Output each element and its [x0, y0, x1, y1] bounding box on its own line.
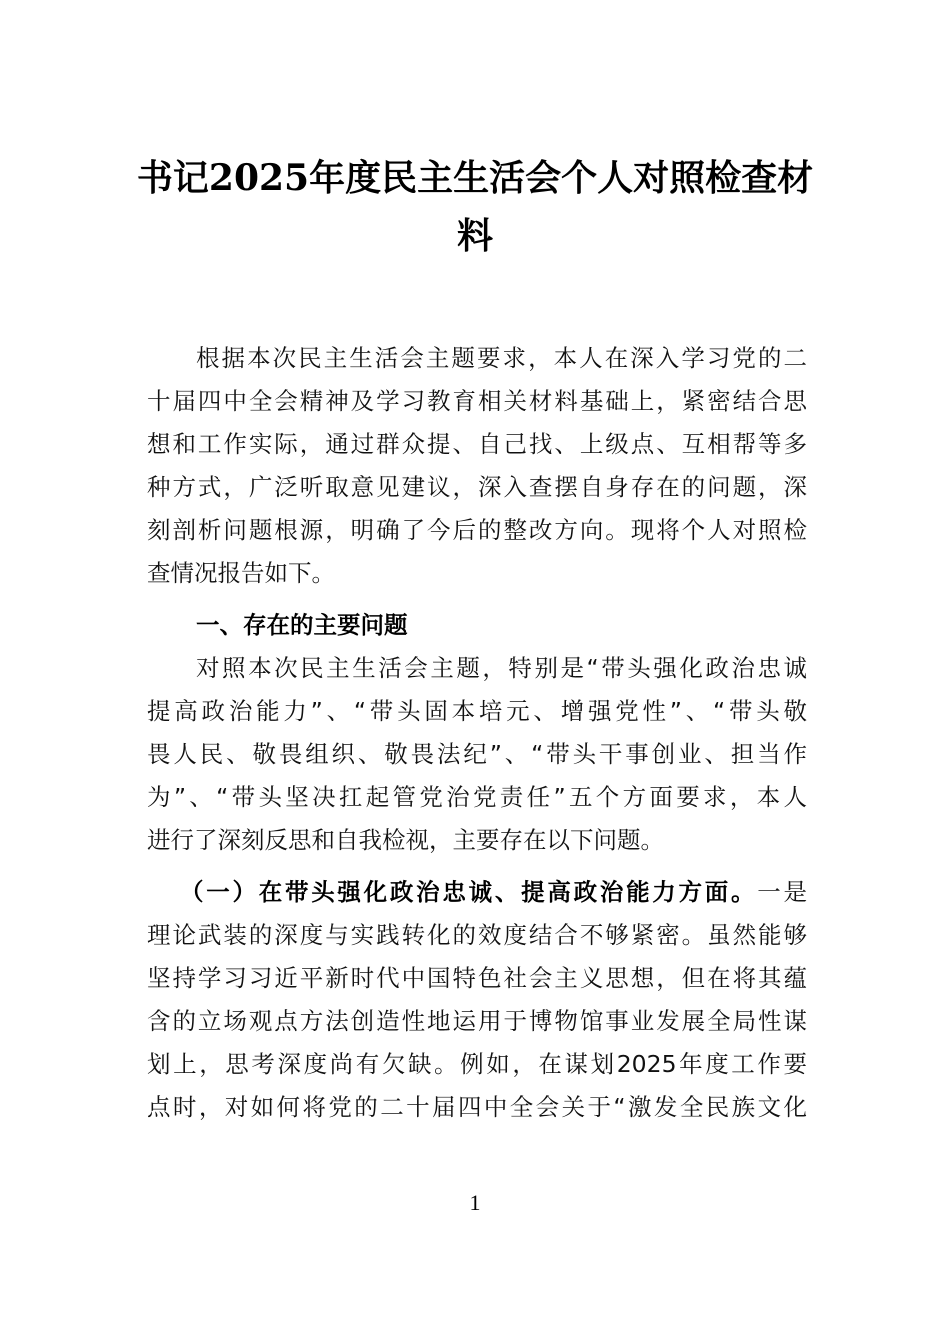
text-line: 进行了深刻反思和自我检视，主要存在以下问题。: [147, 826, 664, 854]
text-line: 根据本次民主生活会主题要求，本人在深入学习党的二: [196, 344, 807, 372]
text-line: 理论武装的深度与实践转化的效度结合不够紧密。虽然能够: [147, 921, 807, 949]
text-line: 划上，思考深度尚有欠缺。例如，在谋划2025年度工作要: [147, 1050, 807, 1078]
document-title-line-2: 料: [456, 215, 493, 257]
document-title-line-1: 书记2025年度民主生活会个人对照检查材: [136, 157, 814, 199]
text-line: 含的立场观点方法创造性地运用于博物馆事业发展全局性谋: [147, 1007, 807, 1035]
text-line: 点时，对如何将党的二十届四中全会关于“激发全民族文化: [147, 1093, 807, 1121]
subsection-first-line: [180, 876, 807, 908]
text-line: 提高政治能力”、“带头固本培元、增强党性”、“带头敬: [147, 697, 807, 725]
subsection-first-line-rest: 一是: [757, 878, 808, 906]
text-line: 十届四中全会精神及学习教育相关材料基础上，紧密结合思: [147, 387, 807, 415]
text-line: 种方式，广泛听取意见建议，深入查摆自身存在的问题，深: [147, 473, 807, 501]
page-number: 1: [469, 1190, 481, 1215]
section-heading: 一、存在的主要问题: [196, 611, 408, 639]
text-line: 为”、“带头坚决扛起管党治党责任”五个方面要求，本人: [147, 783, 807, 811]
text-line: 坚持学习习近平新时代中国特色社会主义思想，但在将其蕴: [147, 964, 807, 992]
text-line: 畏人民、敬畏组织、敬畏法纪”、“带头干事创业、担当作: [147, 740, 807, 768]
text-line: 想和工作实际，通过群众提、自己找、上级点、互相帮等多: [147, 430, 807, 458]
text-line: 刻剖析问题根源，明确了今后的整改方向。现将个人对照检: [147, 516, 807, 544]
text-line: 对照本次民主生活会主题，特别是“带头强化政治忠诚: [196, 654, 807, 682]
text-line: 查情况报告如下。: [147, 559, 335, 587]
subsection-heading: （一）在带头强化政治忠诚、提高政治能力方面。: [180, 878, 758, 906]
